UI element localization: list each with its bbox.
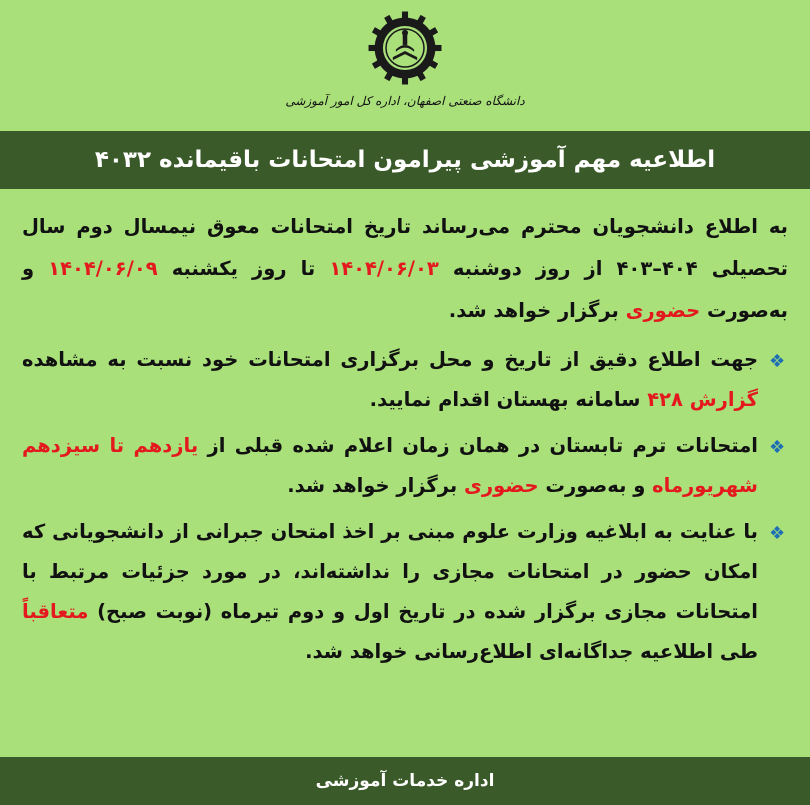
footer-bar [0, 757, 810, 805]
footer-label: اداره خدمات آموزشی [315, 771, 495, 791]
diamond-bullet-icon: ❖ [768, 522, 786, 544]
bullet-1-text-1: جهت اطلاع دقیق از تاریخ و محل برگزاری امتحانات خود نسبت به مشاهده [22, 348, 758, 371]
bullet-2-text-1: امتحانات ترم تابستان در همان زمان اعلام شده قبلی از [198, 434, 758, 457]
bullet-text [22, 512, 758, 672]
announcement-body [22, 206, 788, 678]
intro-text-3: و به‌صورت [22, 257, 788, 322]
end-date: ۱۴۰۴/۰۶/۰۹ [48, 257, 158, 280]
intro-text-4: برگزار خواهد شد. [448, 299, 626, 322]
intro-paragraph [22, 206, 788, 332]
bullet-item [22, 512, 788, 672]
bullet-item [22, 340, 788, 420]
bullet-text [22, 340, 758, 420]
intro-text-1: به اطلاع دانشجویان محترم می‌رساند تاریخ امتحانات معوق نیمسال دوم سال تحصیلی ۴۰۴–۴۰۳ از روز دوشنبه [22, 215, 788, 280]
bullet-3-text-1: با عنایت به ابلاغیه وزارت علوم مبنی بر اخذ امتحان جبرانی از دانشجویانی که امکان حضور در امتحانات مجازی را نداشته‌اند، در مورد جزئیات مرتبط با امتحانات مجازی برگزار شده در تاریخ اول و دوم تیرماه (نوبت صبح) [22, 520, 758, 623]
university-logo [367, 10, 443, 86]
diamond-bullet-icon: ❖ [768, 436, 786, 458]
in-person-highlight: حضوری [464, 474, 539, 497]
bullet-2-text-3: برگزار خواهد شد. [287, 474, 464, 497]
bullet-1-text-2: سامانه بهستان اقدام نمایید. [369, 388, 648, 411]
subsequently-highlight: متعاقباً [22, 600, 89, 623]
in-person-highlight: حضوری [625, 299, 701, 322]
start-date: ۱۴۰۴/۰۶/۰۳ [329, 257, 439, 280]
diamond-bullet-icon: ❖ [768, 350, 786, 372]
bullet-item [22, 426, 788, 506]
dates-highlight: یازدهم تا سیزدهم شهریورماه [22, 434, 758, 497]
title-bar [0, 131, 810, 189]
university-name: دانشگاه صنعتی اصفهان، اداره کل امور آموزشی [285, 94, 525, 108]
bullet-2-text-2: و به‌صورت [538, 474, 653, 497]
bullet-text [22, 426, 758, 506]
intro-text-2: تا روز یکشنبه [157, 257, 330, 280]
page-title: اطلاعیه مهم آموزشی پیرامون امتحانات باقیمانده ۴۰۳۲ [94, 147, 716, 173]
logo-area [0, 10, 810, 90]
report-highlight: گزارش ۴۲۸ [647, 388, 758, 411]
bullet-3-text-2: طی اطلاعیه جداگانه‌ای اطلاع‌رسانی خواهد شد. [305, 640, 758, 663]
